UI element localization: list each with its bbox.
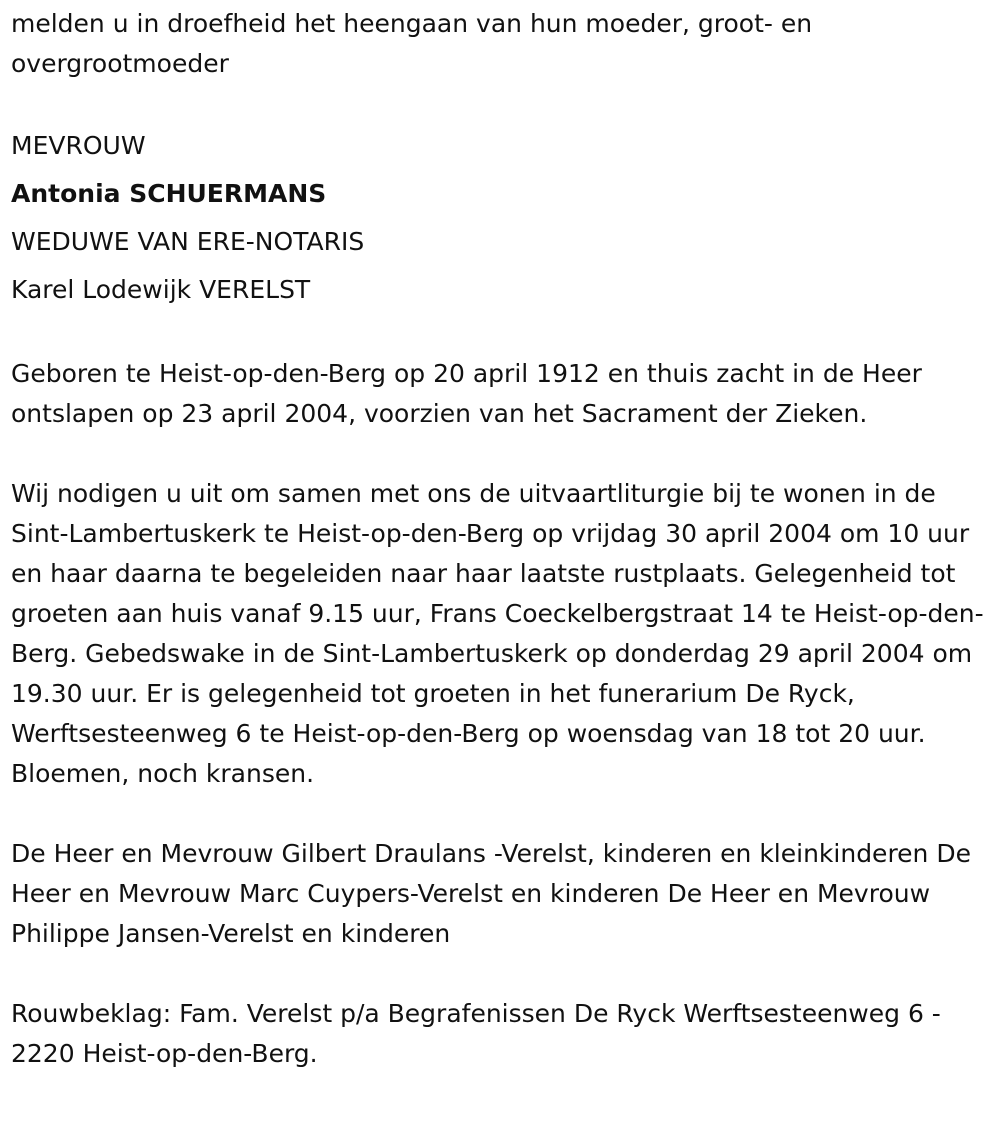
intro-paragraph: melden u in droefheid het heengaan van hun moeder, groot- en overgrootmoeder bbox=[11, 9, 813, 78]
husband-name: Karel Lodewijk VERELST bbox=[11, 275, 311, 304]
family-paragraph: De Heer en Mevrouw Gilbert Draulans -Verelst, kinderen en kleinkinderen De Heer en Mevrouw Marc Cuypers-Verelst en kinderen De Heer en Mevrouw Philippe Jansen-Verelst en kinderen bbox=[11, 839, 971, 948]
condolences-paragraph: Rouwbeklag: Fam. Verelst p/a Begrafenissen De Ryck Werftsesteenweg 6 - 2220 Heist-op-den-Berg. bbox=[11, 999, 941, 1068]
honorific-title: MEVROUW bbox=[11, 131, 146, 160]
spacer bbox=[11, 314, 991, 354]
spacer bbox=[11, 434, 991, 474]
deceased-name: Antonia SCHUERMANS bbox=[11, 179, 327, 208]
funeral-invitation-paragraph: Wij nodigen u uit om samen met ons de uitvaartliturgie bij te wonen in de Sint-Lambertuskerk te Heist-op-den-Berg op vrijdag 30 april 2004 om 10 uur en haar daarna te begeleiden naar haar laatste rustplaats. Gelegenheid tot groeten aan huis vanaf 9.15 uur, Frans Coeckelbergstraat 14 te Heist-op-den-Berg. Gebedswake in de Sint-Lambertuskerk op donderdag 29 april 2004 om 19.30 uur. Er is gelegenheid tot groeten in het funerarium De Ryck, Werftsesteenweg 6 te Heist-op-den-Berg op woensdag van 18 tot 20 uur. Bloemen, noch kransen. bbox=[11, 479, 984, 788]
spacer bbox=[11, 794, 991, 834]
widow-of-label: WEDUWE VAN ERE-NOTARIS bbox=[11, 227, 365, 256]
birth-death-paragraph: Geboren te Heist-op-den-Berg op 20 april 1912 en thuis zacht in de Heer ontslapen op 23 april 2004, voorzien van het Sacrament der Zieken. bbox=[11, 359, 922, 428]
spacer bbox=[11, 954, 991, 994]
obituary-notice bbox=[11, 4, 991, 1074]
deceased-name-block bbox=[11, 122, 991, 314]
